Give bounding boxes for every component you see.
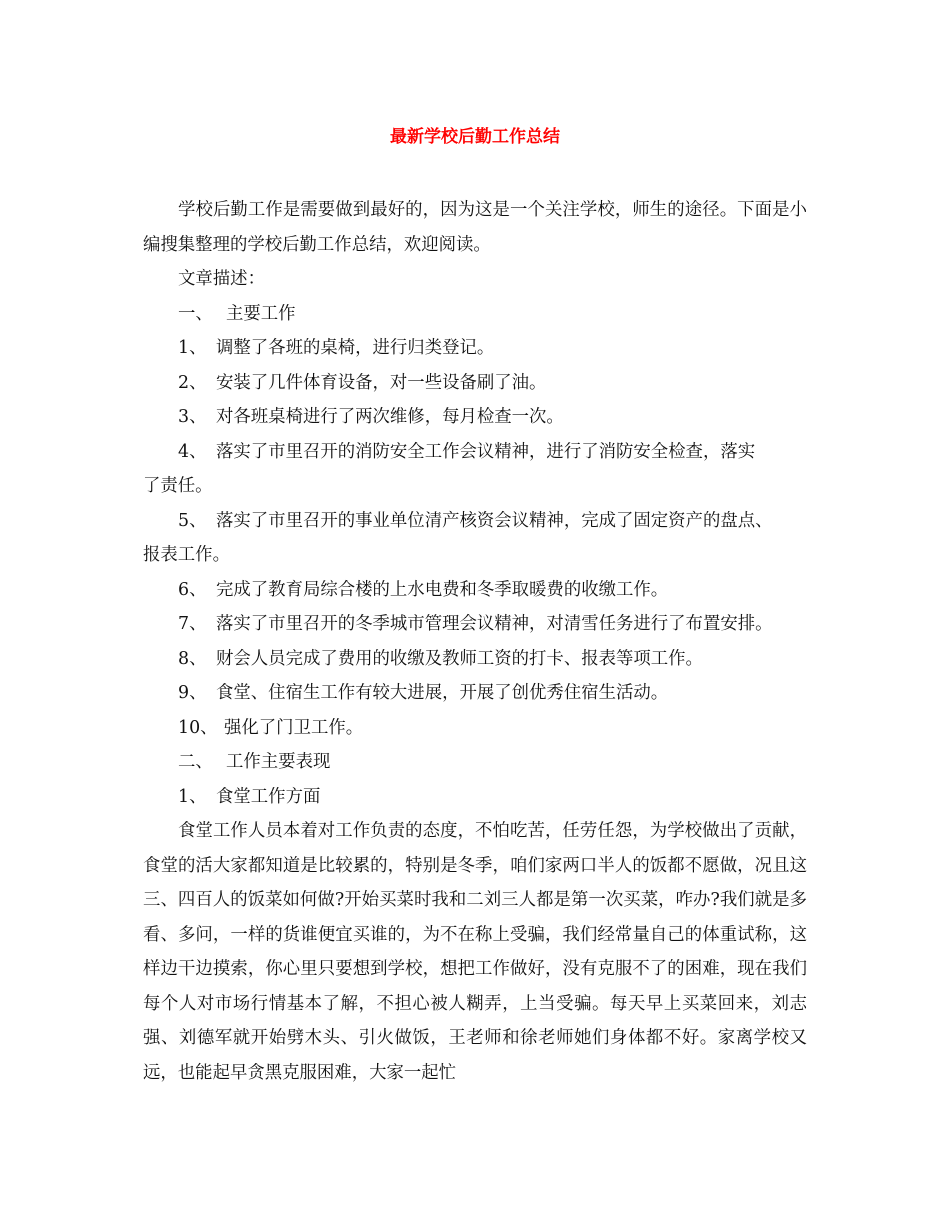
document-title: 最新学校后勤工作总结 bbox=[390, 127, 560, 147]
list-item-continuation: 了责任。 bbox=[143, 476, 213, 496]
description-label: 文章描述： bbox=[178, 269, 265, 289]
document-body bbox=[143, 193, 807, 1090]
list-item: 6、 完成了教育局综合楼的上水电费和冬季取暖费的收缴工作。 bbox=[178, 579, 669, 600]
list-item-continuation: 报表工作。 bbox=[143, 545, 230, 565]
list-item: 4、 落实了市里召开的消防安全工作会议精神，进行了消防安全检查，落实 bbox=[178, 441, 756, 462]
section-heading-main-work: 一、 主要工作 bbox=[178, 303, 296, 324]
list-item: 10、 强化了门卫工作。 bbox=[178, 717, 364, 738]
list-item: 8、 财会人员完成了费用的收缴及教师工资的打卡、报表等项工作。 bbox=[178, 648, 703, 669]
canteen-paragraph: 食堂工作人员本着对工作负责的态度，不怕吃苦，任劳任怨，为学校做出了贡献，食堂的活大家都知道是比较累的，特别是冬季，咱们家两口半人的饭都不愿做，况且这三、四百人的饭菜如何做?开始买菜时我和二刘三人都是第一次买菜，咋办?我们就是多看、多问，一样的货谁便宜买谁的，为不在称上受骗，我们经常量自己的体重试称，这样边干边摸索，你心里只要想到学校，想把工作做好，没有克服不了的困难，现在我们每个人对市场行情基本了解，不担心被人糊弄，上当受骗。每天早上买菜回来，刘志强、刘德军就开始劈木头、引火做饭，王老师和徐老师她们身体都不好。家离学校又远，也能起早贪黑克服困难，大家一起忙 bbox=[143, 821, 807, 1083]
subsection-heading-canteen: 1、 食堂工作方面 bbox=[178, 786, 321, 807]
intro-paragraph: 学校后勤工作是需要做到最好的，因为这是一个关注学校，师生的途径。下面是小编搜集整理的学校后勤工作总结，欢迎阅读。 bbox=[143, 200, 807, 255]
list-item: 1、 调整了各班的桌椅，进行归类登记。 bbox=[178, 338, 495, 358]
list-item: 5、 落实了市里召开的事业单位清产核资会议精神，完成了固定资产的盘点、 bbox=[178, 510, 773, 531]
list-item: 2、 安装了几件体育设备，对一些设备刷了油。 bbox=[178, 372, 547, 393]
list-item: 7、 落实了市里召开的冬季城市管理会议精神，对清雪任务进行了布置安排。 bbox=[178, 614, 773, 634]
section-heading-performance: 二、 工作主要表现 bbox=[178, 752, 331, 772]
list-item: 3、 对各班桌椅进行了两次维修，每月检查一次。 bbox=[178, 407, 564, 427]
list-item: 9、 食堂、住宿生工作有较大进展，开展了创优秀住宿生活动。 bbox=[178, 683, 669, 703]
